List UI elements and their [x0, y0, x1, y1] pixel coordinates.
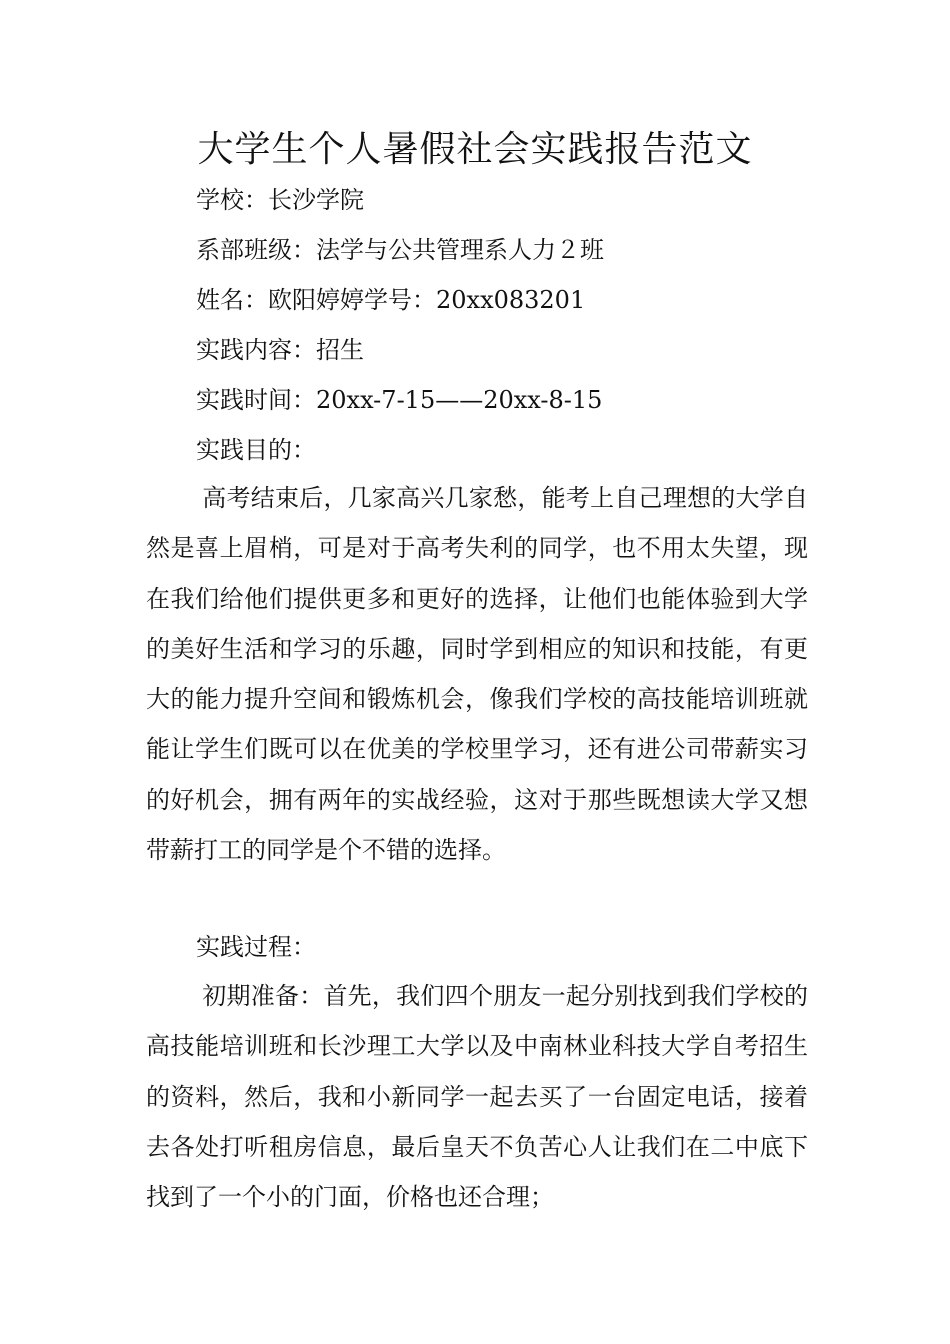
practice-content-line: 实践内容：招生 [196, 336, 364, 364]
practice-time-line: 实践时间：20xx-7-15——20xx-8-15 [196, 386, 603, 414]
purpose-paragraph-text: 高考结束后，几家高兴几家愁，能考上自己理想的大学自然是喜上眉梢，可是对于高考失利的同学，也不用太失望，现在我们给他们提供更多和更好的选择，让他们也能体验到大学的美好生活和学习的乐趣，同时学到相应的知识和技能，有更大的能力提升空间和锻炼机会，像我们学校的高技能培训班就能让学生们既可以在优美的学校里学习，还有进公司带薪实习的好机会，拥有两年的实战经验，这对于那些既想读大学又想带薪打工的同学是个不错的选择。 [146, 484, 808, 865]
name-id-line: 姓名：欧阳婷婷学号：20xx083201 [196, 286, 586, 314]
document-title: 大学生个人暑假社会实践报告范文 [197, 129, 753, 170]
practice-purpose-heading: 实践目的： [196, 436, 316, 464]
process-paragraph [146, 971, 808, 1222]
department-class-line: 系部班级：法学与公共管理系人力２班 [196, 236, 604, 264]
process-heading: 实践过程： [196, 933, 316, 961]
school-line: 学校：长沙学院 [196, 186, 364, 214]
purpose-paragraph [146, 473, 808, 875]
process-paragraph-text: 初期准备：首先，我们四个朋友一起分别找到我们学校的高技能培训班和长沙理工大学以及中南林业科技大学自考招生的资料，然后，我和小新同学一起去买了一台固定电话，接着去各处打听租房信息，最后皇天不负苦心人让我们在二中底下找到了一个小的门面，价格也还合理； [146, 982, 808, 1212]
